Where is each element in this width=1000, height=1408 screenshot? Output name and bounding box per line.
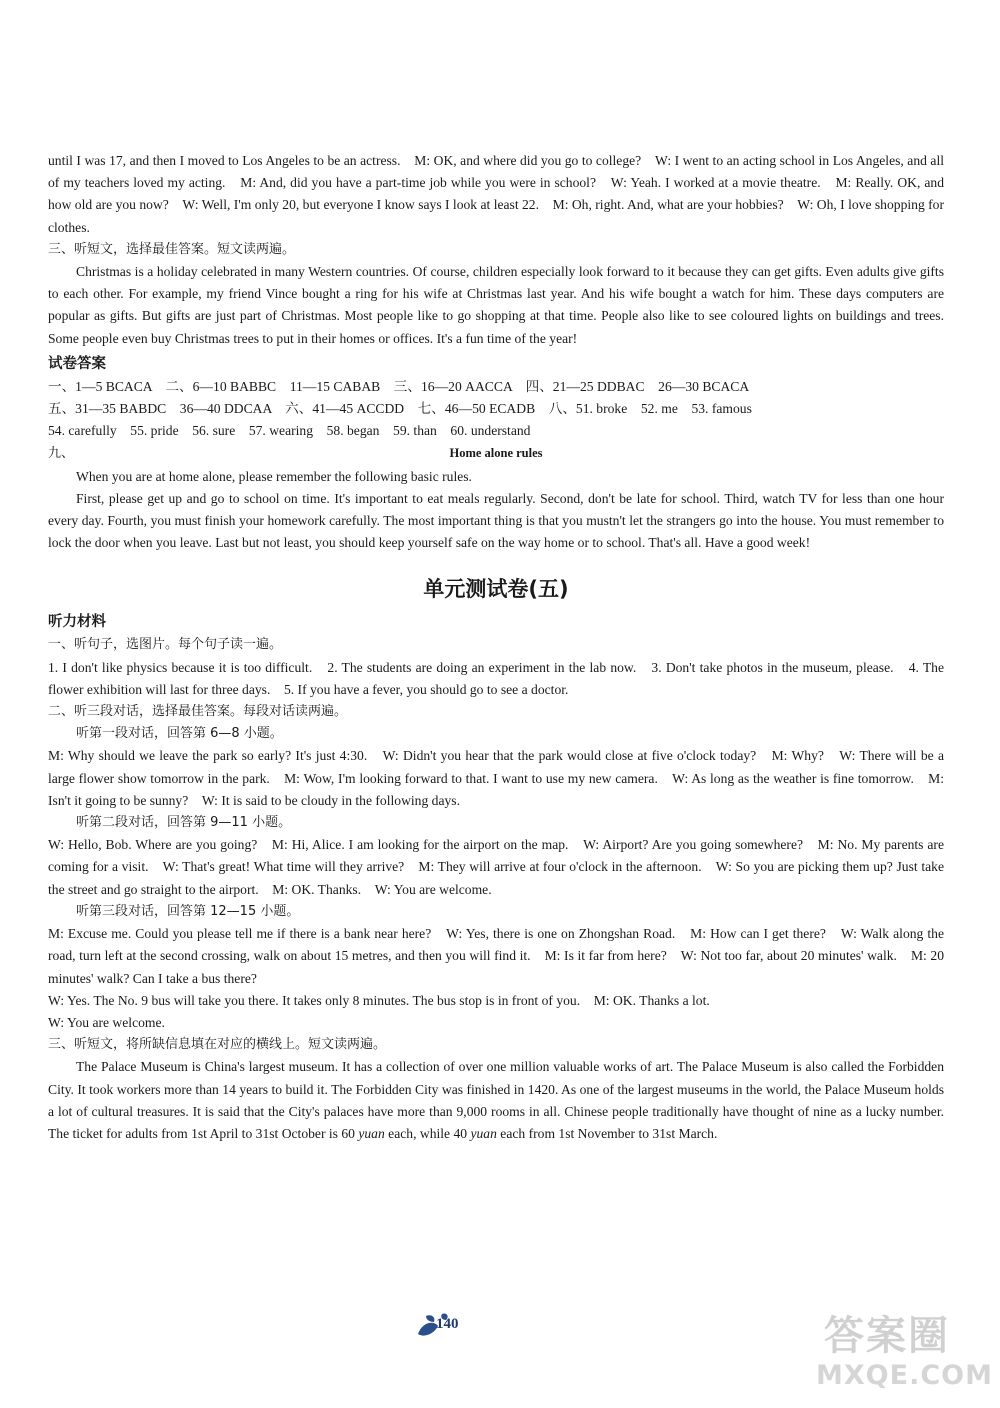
dialogue-3-line-2: W: Yes. The No. 9 bus will take you there. It takes only 8 minutes. The bus stop is in front of you. M: OK. Thanks a lot. <box>48 992 710 1008</box>
section-3-heading: 三、听短文，选择最佳答案。短文读两遍。 <box>48 241 296 257</box>
page-number-badge <box>412 1312 472 1342</box>
dialogue-1-text: M: Why should we leave the park so early? It's just 4:30. W: Didn't you hear that the park would close at five o'clock today? M: Why? W: There will be a large flower show tomorrow in the park. M: Wow, I'm looking forward to that. I want to use my new camera. W: As long as the weather is fine tomorrow. M: Isn't it going to be sunny? W: It is said to be cloudy in the following days. <box>48 748 944 808</box>
listening-section-3-heading: 三、听短文，将所缺信息填在对应的横线上。短文读两遍。 <box>48 1037 387 1053</box>
listening-section-1-text: 1. I don't like physics because it is too difficult. 2. The students are doing an experiment in the lab now. 3. Don't take photos in the museum, please. 4. The flower exhibition will last for three days. 5. If you have a fever, you should go to see a doctor. <box>48 659 944 697</box>
watermark-url: MXQE.COM <box>816 1360 993 1391</box>
listening-heading: 听力材料 <box>48 614 106 631</box>
essay-paragraph-2: First, please get up and go to school on time. It's important to eat meals regularly. Second, don't be late for school. Third, watch TV for less than one hour every day. Fourth, you must finish your homework carefully. The most important thing is that you mustn't let the strangers go into the house. You must remember to lock the door when you leave. Last but not least, you should keep yourself safe on the way home or to school. That's all. Have a good week! <box>48 490 944 551</box>
listening-section-2-heading: 二、听三段对话，选择最佳答案。每段对话读两遍。 <box>48 704 348 720</box>
answers-line-3: 54. carefully 55. pride 56. sure 57. wearing 58. began 59. than 60. understand <box>48 423 531 439</box>
answers-line-1: 一、1—5 BCACA 二、6—10 BABBC 11—15 CABAB 三、16—20 AACCA 四、21—25 DDBAC 26—30 BCACA <box>48 378 750 394</box>
palace-museum-passage <box>48 1056 944 1145</box>
section-9-label: 九、 <box>48 446 75 462</box>
watermark <box>816 1300 992 1404</box>
palace-passage-part-b: each, while 40 <box>384 1125 471 1141</box>
dialogue-2-heading: 听第二段对话，回答第 9—11 小题。 <box>76 815 292 831</box>
unit-title: 单元测试卷(五) <box>423 577 569 602</box>
essay-title-row <box>48 442 944 465</box>
page-number: 140 <box>436 1316 459 1332</box>
essay-title: Home alone rules <box>449 446 543 461</box>
dialogue-continuation: until I was 17, and then I moved to Los Angeles to be an actress. M: OK, and where did you go to college? W: I went to an acting school in Los Angeles, and all of my teachers loved my acting. M: And, did you have a part-time job while you were in school? W: Yeah. I worked at a movie theatre. M: Really. OK, and how old are you now? W: Well, I'm only 20, but everyone I know says I look at least 22. M: Oh, right. And, what are your hobbies? W: Oh, I love shopping for clothes. <box>48 153 944 235</box>
dialogue-2-text: W: Hello, Bob. Where are you going? M: Hi, Alice. I am looking for the airport on the map. W: Airport? Are you going somewhere? M: No. My parents are coming for a visit. W: That's great! What time will they arrive? M: They will arrive at four o'clock in the afternoon. W: So you are picking them up? Just take the street and go straight to the airport. M: OK. Thanks. W: You are welcome. <box>48 837 944 897</box>
dialogue-1-heading: 听第一段对话，回答第 6—8 小题。 <box>76 726 283 742</box>
currency-yuan-1: yuan <box>358 1125 385 1141</box>
dialogue-3-text: M: Excuse me. Could you please tell me if there is a bank near here? W: Yes, there is one on Zhongshan Road. M: How can I get there? W: Walk along the road, turn left at the second crossing, walk on about 15 metres, and then you will find it. M: Is it far from here? W: Not too far, about 20 minutes' walk. M: 20 minutes' walk? Can I take a bus there? <box>48 926 944 986</box>
palace-passage-part-a: The Palace Museum is China's largest museum. It has a collection of over one million valuable works of art. The Palace Museum is also called the Forbidden City. It took workers more than 14 years to build it. The Forbidden City was finished in 1420. As one of the largest museums in the world, the Palace Museum holds a lot of cultural treasures. It is said that the City's palaces have more than 9,000 rooms in all. Chinese people traditionally have thought of nine as a lucky number. The ticket for adults from 1st April to 31st October is 60 <box>48 1059 944 1141</box>
watermark-logo: 答案圈 <box>824 1313 950 1359</box>
page-content <box>48 150 944 1145</box>
essay-paragraph-1: When you are at home alone, please remember the following basic rules. <box>76 468 472 484</box>
currency-yuan-2: yuan <box>470 1125 497 1141</box>
dialogue-3-heading: 听第三段对话，回答第 12—15 小题。 <box>76 903 300 919</box>
dialogue-3-line-3: W: You are welcome. <box>48 1014 165 1030</box>
christmas-passage: Christmas is a holiday celebrated in many Western countries. Of course, children especially look forward to it because they can get gifts. Even adults give gifts to each other. For example, my friend Vince bought a ring for his wife at Christmas last year. And his wife bought a watch for him. These days computers are popular as gifts. But gifts are just part of Christmas. Most people like to go shopping at that time. People also like to see coloured lights on buildings and trees. Some people even buy Christmas trees to put in their homes or offices. It's a fun time of the year! <box>48 264 944 346</box>
palace-passage-part-c: each from 1st November to 31st March. <box>496 1125 718 1141</box>
listening-section-1-heading: 一、听句子，选图片。每个句子读一遍。 <box>48 637 283 653</box>
answers-heading: 试卷答案 <box>48 355 106 372</box>
answers-line-2: 五、31—35 BABDC 36—40 DDCAA 六、41—45 ACCDD 七、46—50 ECADB 八、51. broke 52. me 53. famous <box>48 401 752 417</box>
